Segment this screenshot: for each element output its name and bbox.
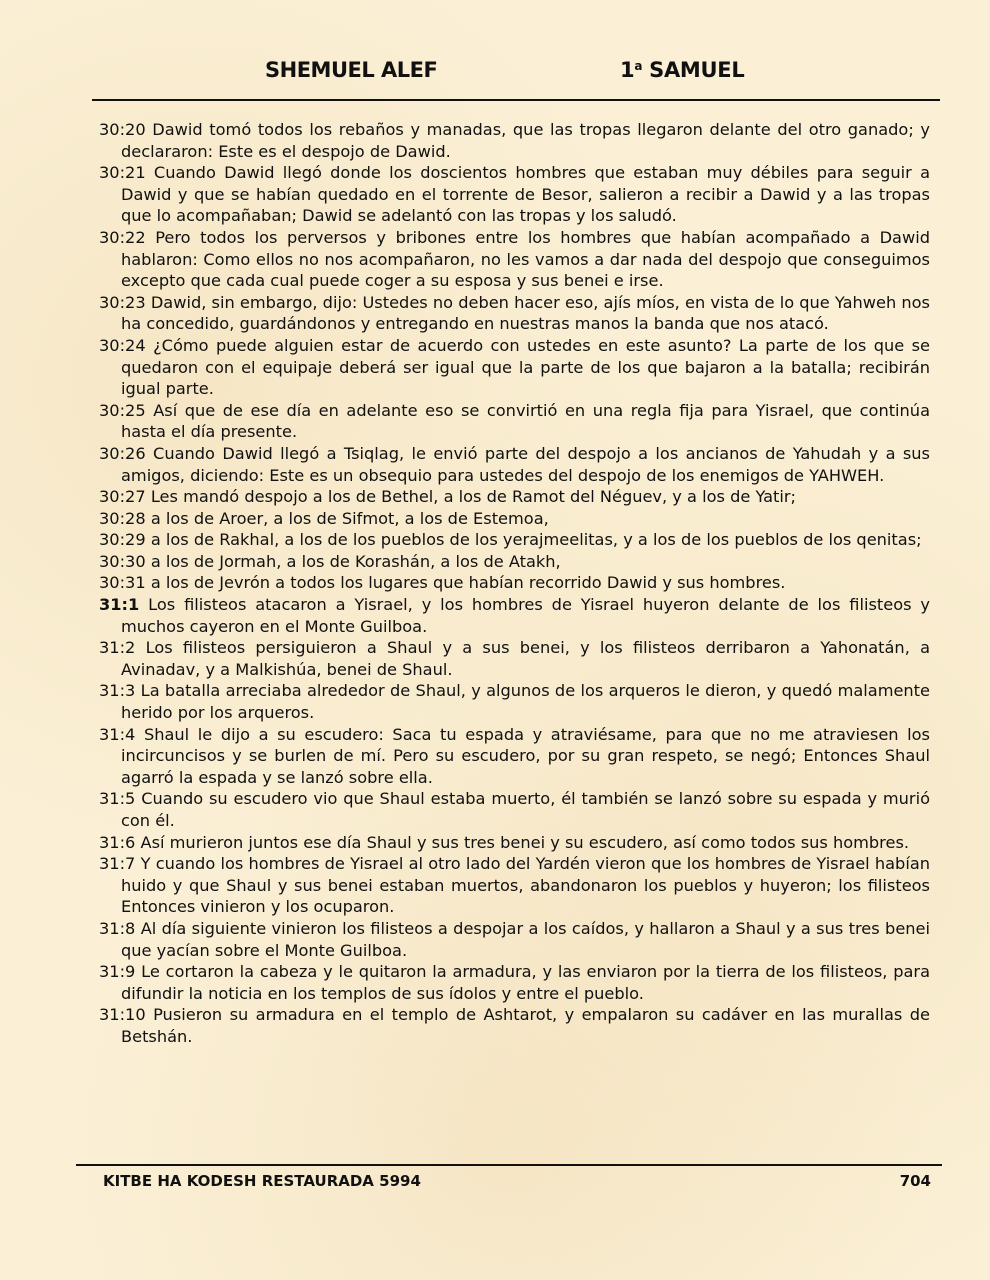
verse-text: ¿Cómo puede alguien estar de acuerdo con ustedes en este asunto? La parte de los que se quedaron con el equipaje deberá ser igual que la parte de los que bajaron a la batalla; recibirán igual parte. — [121, 335, 930, 399]
verse-text: Los filisteos persiguieron a Shaul y a sus benei, y los filisteos derribaron a Yahonatán, a Avinadav, y a Malkishúa, benei de Shaul. — [121, 638, 930, 679]
verse-text: Cuando Dawid llegó donde los doscientos hombres que estaban muy débiles para seguir a Dawid y que se habían quedado en el torrente de Besor, salieron a recibir a Dawid y a las tropas que lo acompañaban; Dawid se adelantó con las tropas y los saludó. — [121, 163, 930, 226]
verse-number: 30:21 — [99, 163, 146, 183]
verse-text: La batalla arreciaba alrededor de Shaul, y algunos de los arqueros le dieron, y quedó malamente herido por los arqueros. — [121, 681, 930, 723]
page-footer — [103, 1172, 931, 1194]
verse-number: 31:6 — [99, 832, 136, 852]
verse-text: Dawid tomó todos los rebaños y manadas, que las tropas llegaron delante del otro ganado; y declararon: Este es el despojo de Dawid. — [121, 120, 930, 161]
verse — [99, 443, 930, 486]
verse — [99, 918, 930, 961]
verse-text: a los de Rakhal, a los de los pueblos de los yerajmeelitas, y a los de los pueblos de los qenitas; — [150, 530, 922, 550]
verse-number: 30:28 — [99, 508, 146, 528]
verse — [99, 637, 930, 680]
verse — [99, 832, 930, 854]
verse — [99, 335, 930, 400]
verse-text: Pusieron su armadura en el templo de Ashtarot, y empalaron su cadáver en las murallas de Betshán. — [121, 1005, 930, 1046]
verse — [99, 788, 930, 831]
verse-text: Cuando Dawid llegó a Tsiqlag, le envió parte del despojo a los ancianos de Yahudah y a sus amigos, diciendo: Este es un obsequio para ustedes del despojo de los enemigos de YAHWEH. — [121, 443, 930, 485]
verse-text: Le cortaron la cabeza y le quitaron la armadura, y las enviaron por la tierra de los filisteos, para difundir la noticia en los templos de sus ídolos y entre el pueblo. — [121, 962, 930, 1003]
verse — [99, 227, 930, 292]
book-title-hebrew: SHEMUEL ALEF — [265, 58, 438, 82]
verse — [99, 162, 930, 227]
book-name-spanish: SAMUEL — [649, 58, 745, 82]
verse — [99, 724, 930, 789]
verse-number: 31:5 — [99, 789, 136, 809]
verse — [99, 529, 930, 551]
verse — [99, 680, 930, 723]
verse-number: 31:10 — [99, 1005, 146, 1025]
verse-text: Al día siguiente vinieron los filisteos a despojar a los caídos, y hallaron a Shaul y a sus tres benei que yacían sobre el Monte Guilboa. — [121, 918, 930, 960]
verse-number: 31:3 — [99, 681, 136, 701]
verse-number: 30:20 — [99, 120, 146, 139]
verse-number: 30:31 — [99, 573, 146, 593]
header-rule — [92, 99, 940, 101]
verse-list — [99, 119, 930, 1048]
verse-number: 31:7 — [99, 854, 136, 874]
verse — [99, 292, 930, 335]
verse — [99, 119, 930, 162]
verse — [99, 853, 930, 918]
verse-number: 31:8 — [99, 918, 136, 938]
verse-text: a los de Jevrón a todos los lugares que habían recorrido Dawid y sus hombres. — [150, 573, 786, 593]
verse-number: 30:30 — [99, 551, 146, 571]
verse-text: Así que de ese día en adelante eso se convirtió en una regla fija para Yisrael, que continúa hasta el día presente. — [121, 400, 930, 442]
publication-title: KITBE HA KODESH RESTAURADA 5994 — [103, 1172, 421, 1190]
verse-number: 30:24 — [99, 335, 146, 355]
verse-text: a los de Aroer, a los de Sifmot, a los de Estemoa, — [150, 508, 549, 528]
verse-text: Shaul le dijo a su escudero: Saca tu espada y atraviésame, para que no me atraviesen los incircuncisos y se burlen de mí. Pero su escudero, por su gran respeto, se negó; Entonces Shaul agarró la espada y se lanzó sobre ella. — [121, 724, 930, 787]
verse-number: 30:27 — [99, 487, 146, 507]
verse-text: Les mandó despojo a los de Bethel, a los de Ramot del Néguev, y a los de Yatir; — [150, 487, 796, 507]
verse-number: 31:4 — [99, 724, 136, 744]
page-number: 704 — [899, 1172, 931, 1190]
footer-rule — [76, 1164, 942, 1166]
verse — [99, 400, 930, 443]
book-title-spanish — [620, 58, 744, 82]
page-header — [92, 58, 940, 98]
verse-text: Cuando su escudero vio que Shaul estaba muerto, él también se lanzó sobre su espada y murió con él. — [121, 789, 930, 830]
verse-number: 31:9 — [99, 962, 136, 982]
verse-number: 30:22 — [99, 227, 146, 247]
book-number: 1 — [620, 58, 635, 82]
verse-number: 31:1 — [99, 595, 140, 615]
verse-number: 30:26 — [99, 443, 146, 463]
verse-text: Así murieron juntos ese día Shaul y sus tres benei y su escudero, así como todos sus hombres. — [140, 832, 910, 852]
verse-number: 30:25 — [99, 400, 146, 420]
verse-number: 30:23 — [99, 292, 146, 312]
verse-text: a los de Jormah, a los de Korashán, a los de Atakh, — [150, 551, 561, 571]
verse-number: 30:29 — [99, 530, 146, 550]
book-number-superscript: a — [634, 59, 643, 73]
verse — [99, 594, 930, 637]
verse-text: Y cuando los hombres de Yisrael al otro lado del Yardén vieron que los hombres de Yisrael habían huido y que Shaul y sus benei estaban muertos, abandonaron los pueblos y huyeron; los filisteos Entonces vinieron y los ocuparon. — [121, 854, 931, 917]
verse-text: Los filisteos atacaron a Yisrael, y los hombres de Yisrael huyeron delante de los filisteos y muchos cayeron en el Monte Guilboa. — [121, 595, 930, 636]
verse — [99, 961, 930, 1004]
verse — [99, 508, 930, 530]
verse — [99, 486, 930, 508]
verse-text: Pero todos los perversos y bribones entre los hombres que habían acompañado a Dawid hablaron: Como ellos no nos acompañaron, no les vamos a dar nada del despojo que conseguimos excepto que cada cual puede coger a su esposa y sus benei e irse. — [121, 227, 930, 291]
verse — [99, 572, 930, 594]
verse-number: 31:2 — [99, 638, 136, 658]
verse — [99, 1004, 930, 1047]
verse-text: Dawid, sin embargo, dijo: Ustedes no deben hacer eso, ajís míos, en vista de lo que Yahweh nos ha concedido, guardándonos y entregando en nuestras manos la banda que nos atacó. — [121, 292, 930, 334]
verse — [99, 551, 930, 573]
